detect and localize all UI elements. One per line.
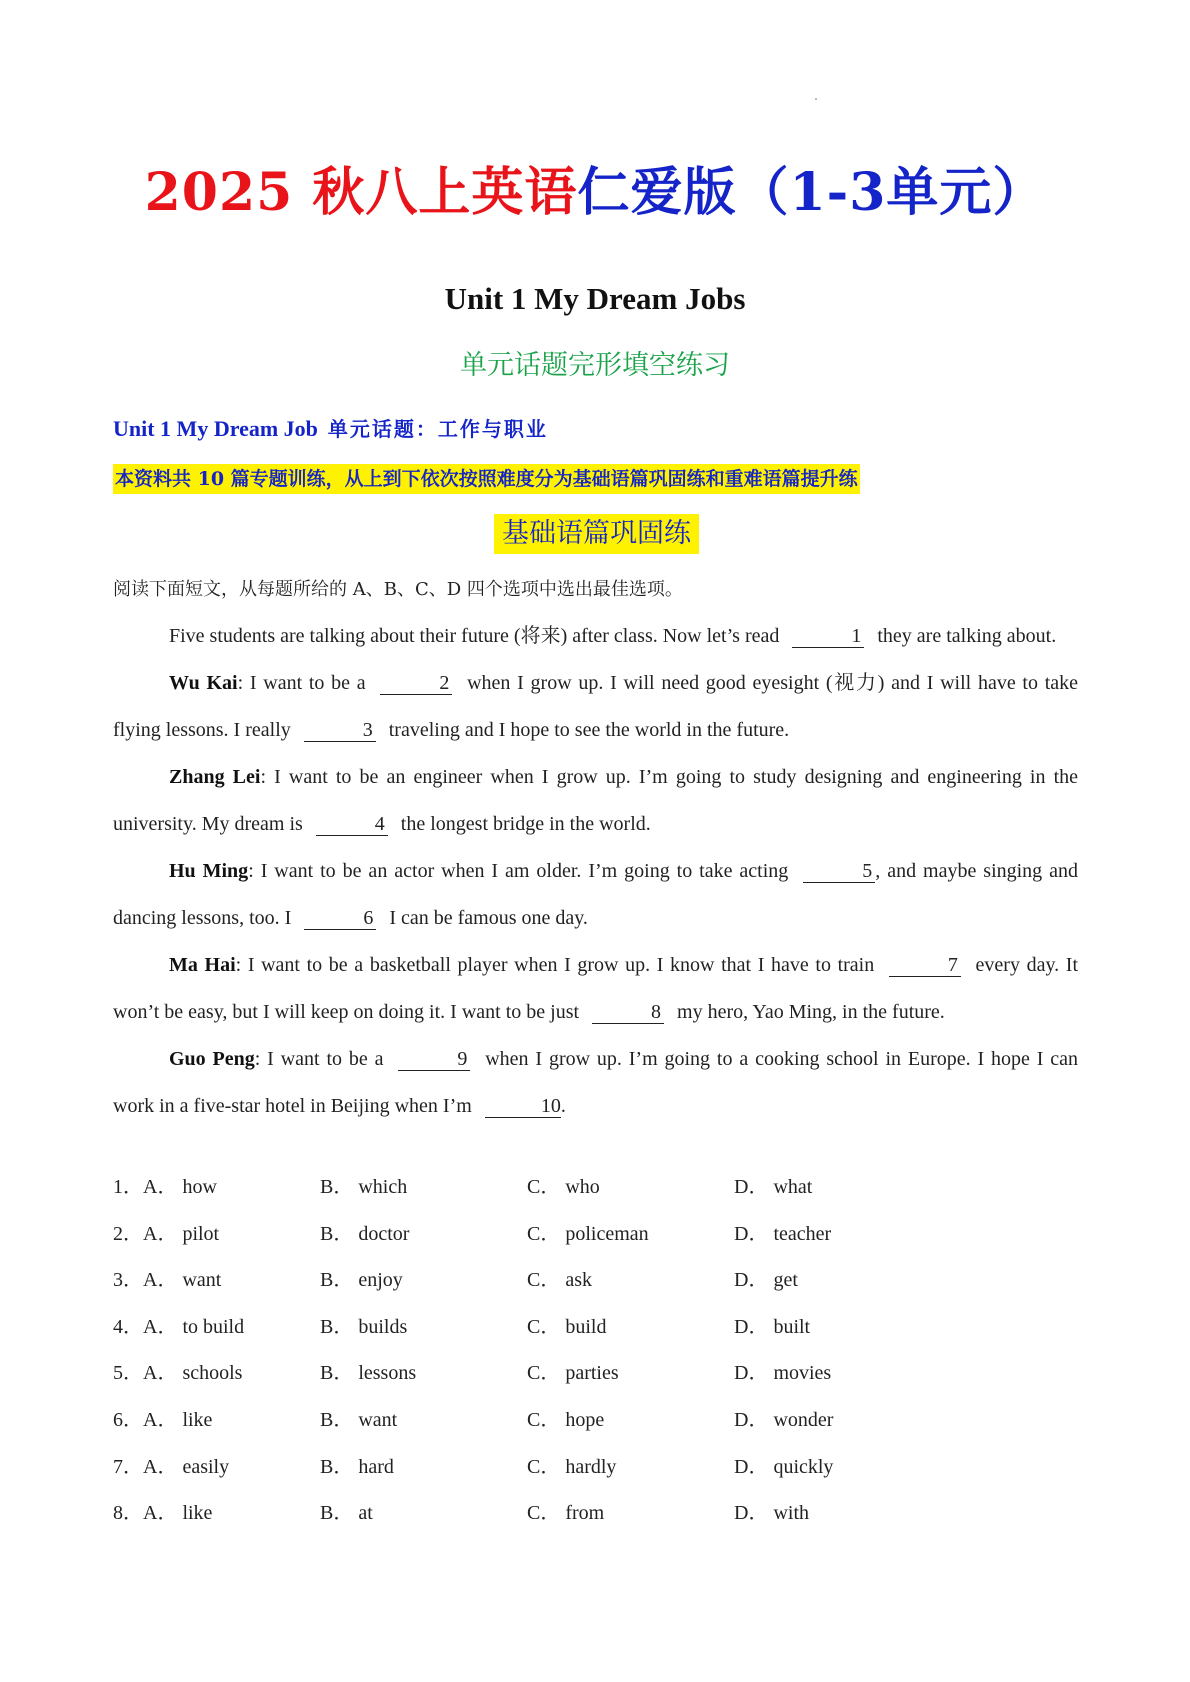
option-c[interactable]: C． policeman [527,1222,649,1245]
p6-text-b: when I grow up. I’m going to a cooking school in Europe. I hope I can work in a five-star hotel in Beijing when I’m [113,1048,1079,1117]
option-d[interactable]: D． built [734,1315,811,1338]
option-d[interactable]: D． quickly [734,1455,834,1478]
p4-text-c: I can be famous one day. [389,907,588,929]
question-number: 3． [113,1269,143,1292]
question-number: 7． [113,1455,143,1478]
option-c[interactable]: C． build [527,1315,607,1338]
passage-paragraph-5 [113,942,1078,1036]
option-d[interactable]: D． what [734,1176,813,1198]
option-c[interactable]: C． parties [527,1362,619,1385]
p2-text-a: : I want to be a [237,672,366,694]
blank-6: 6 [304,907,376,930]
option-row-4 [113,1310,1013,1357]
option-b[interactable]: B． doctor [320,1222,410,1245]
option-a[interactable] [113,1170,217,1199]
unit-topic-cn: 单元话题：工作与职业 [327,417,548,441]
question-number: 5． [113,1362,143,1385]
option-b[interactable]: B． which [320,1176,408,1198]
option-c[interactable]: C． hope [527,1408,605,1431]
main-title-blue: 仁爱版（1-3单元） [577,162,1046,223]
blank-10: 10 [485,1095,561,1118]
option-row-5 [113,1356,1013,1403]
passage-paragraph-4 [113,848,1078,942]
blank-1: 1 [792,625,864,648]
option-a[interactable] [113,1403,212,1432]
unit-title: Unit 1 My Dream Jobs [444,281,746,316]
passage-paragraph-3 [113,754,1078,848]
p5-text-c: my hero, Yao Ming, in the future. [677,1001,945,1023]
option-c[interactable]: C． who [527,1176,600,1198]
blank-3: 3 [304,719,376,742]
p6-text-c: . [560,1095,566,1117]
option-c[interactable]: C． from [527,1502,605,1525]
p3-text-b: the longest bridge in the world. [400,813,651,835]
decorative-dot [815,98,817,100]
speaker-name: Wu Kai [169,672,238,694]
option-row-7 [113,1450,1013,1497]
sub-title: 单元话题完形填空练习 [460,350,730,381]
option-a[interactable] [113,1217,219,1246]
option-b[interactable]: B． at [320,1502,373,1525]
option-a[interactable] [113,1450,229,1479]
option-d[interactable]: D． wonder [734,1408,834,1431]
option-a-text: A． like [143,1502,213,1525]
option-d[interactable]: D． teacher [734,1222,832,1245]
option-a-text: A． to build [143,1315,245,1338]
option-a[interactable] [113,1263,221,1292]
unit-topic [113,413,548,442]
main-title [0,150,1190,225]
blank-9: 9 [398,1048,470,1071]
option-a-text: A． schools [143,1362,243,1385]
blank-7: 7 [889,954,961,977]
p3-text-a: : I want to be an engineer when I grow up. I’m going to study designing and engineering in the university. My dream is [113,766,1079,835]
option-a-text: A． easily [143,1455,230,1478]
blank-8: 8 [592,1001,664,1024]
option-b[interactable]: B． hard [320,1455,394,1478]
p5-text-a: : I want to be a basketball player when I grow up. I know that I have to train [235,954,875,976]
p2-text-b: when I grow up. I will need good eyesight (视力) and I will have to take flying lessons. I really [113,672,1079,741]
option-row-3 [113,1263,1013,1310]
p4-text-b: , and maybe singing and dancing lessons, too. I [113,860,1079,929]
option-a-text: A． want [143,1269,222,1292]
speaker-name: Guo Peng [169,1048,255,1070]
section-title: 基础语篇巩固练 [494,514,699,554]
option-row-1 [113,1170,1013,1217]
option-row-8 [113,1496,1013,1543]
p5-text-b: every day. It won’t be easy, but I will keep on doing it. I want to be just [113,954,1079,1023]
option-b[interactable]: B． enjoy [320,1269,403,1292]
options-list [113,1170,1013,1543]
p4-text-a: : I want to be an actor when I am older. I’m going to take acting [248,860,789,882]
option-a[interactable] [113,1496,212,1525]
p6-text-a: : I want to be a [254,1048,384,1070]
speaker-name: Hu Ming [169,860,249,882]
p2-text-c: traveling and I hope to see the world in the future. [388,719,790,741]
blank-2: 2 [380,672,452,695]
option-d[interactable]: D． movies [734,1362,832,1385]
passage-paragraph-2 [113,660,1078,754]
option-b[interactable]: B． want [320,1408,398,1431]
speaker-name: Ma Hai [169,954,236,976]
speaker-name: Zhang Lei [169,766,261,788]
option-c[interactable]: C． hardly [527,1455,617,1478]
option-d[interactable]: D． with [734,1502,809,1525]
blank-4: 4 [316,813,388,836]
main-title-red: 2025 秋八上英语 [144,162,578,223]
question-number: 1． [113,1176,143,1198]
question-number: 6． [113,1408,143,1431]
blank-5: 5 [803,860,875,883]
p1-text-a: Five students are talking about their future (将来) after class. Now let’s read [169,625,780,647]
passage-paragraph-1 [113,613,1078,660]
option-c[interactable]: C． ask [527,1269,592,1292]
option-a-text: A． pilot [143,1222,220,1245]
p1-text-b: they are talking about. [877,625,1057,647]
notice-banner: 本资料共 10 篇专题训练，从上到下依次按照难度分为基础语篇巩固练和重难语篇提升练 [113,464,860,494]
option-a-text: A． how [143,1176,217,1198]
option-row-2 [113,1217,1013,1264]
question-number: 4． [113,1315,143,1338]
instruction: 阅读下面短文，从每题所给的 A、B、C、D 四个选项中选出最佳选项。 [113,579,683,600]
option-row-6 [113,1403,1013,1450]
option-a[interactable] [113,1310,244,1339]
unit-topic-en: Unit 1 My Dream Job [113,416,318,441]
option-a-text: A． like [143,1408,213,1431]
question-number: 8． [113,1502,143,1525]
option-b[interactable]: B． builds [320,1315,408,1338]
option-a[interactable] [113,1356,242,1385]
option-d[interactable]: D． get [734,1269,798,1292]
question-number: 2． [113,1222,143,1245]
passage [113,613,1078,1130]
option-b[interactable]: B． lessons [320,1362,417,1385]
passage-paragraph-6 [113,1036,1078,1130]
